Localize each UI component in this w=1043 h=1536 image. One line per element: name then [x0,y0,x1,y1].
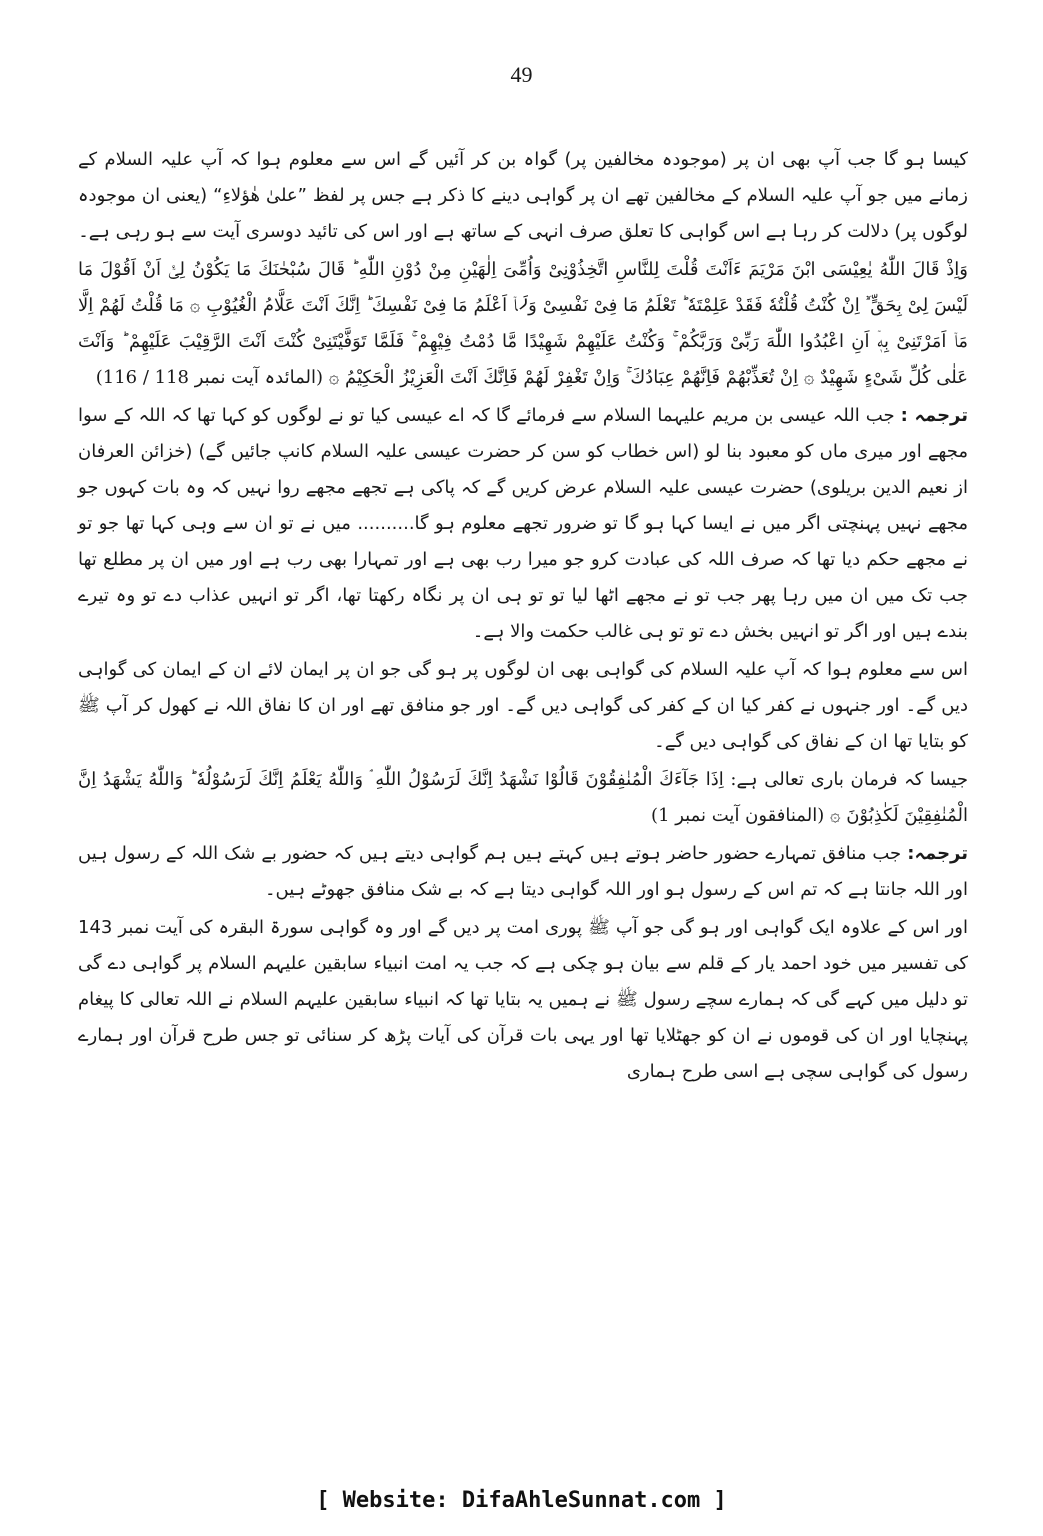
translation-label: ترجمہ : [900,405,969,426]
paragraph-ummah-testimony: اور اس کے علاوہ ایک گواہی اور ہو گی جو آپ ﷺ پوری امت پر دیں گے اور وہ گواہی سورۃ البقرہ کی آیت نمبر 143 کی تفسیر میں خود احمد یار کے قلم سے بیان ہو چکی ہے کہ جب یہ امت انبیاء سابقین علیہم السلام پر گواہی دے گی تو دلیل میں کہے گی کہ ہمارے سچے رسول ﷺ نے ہمیں یہ بتایا تھا کہ انبیاء سابقین علیہم السلام نے اللہ تعالی کا پیغام پہنچایا اور ان کی قوموں نے ان کو جھٹلایا تھا اور یہی بات قرآن کی آیات پڑھ کر سنائی تو جس طرح قرآن اور ہمارے رسول کی گواہی سچی ہے اسی طرح ہماری [78,917,968,1082]
translation-maidah [78,398,968,650]
translation-label: ترجمہ: [907,843,968,864]
page-number: 49 [510,62,533,87]
paragraph-testimony: اس سے معلوم ہوا کہ آپ علیہ السلام کی گواہی بھی ان لوگوں پر ہو گی جو ان پر ایمان لائے ان کے ایمان کی گواہی دیں گے۔ اور جنہوں نے کفر کیا ان کے کفر کی گواہی دیں گے۔ اور جو منافق تھے اور ان کا نفاق اللہ نے کھول کر آپ ﷺ کو بتایا تھا ان کے نفاق کی گواہی دیں گے۔ [78,659,968,752]
body-text [78,142,968,1092]
paragraph-intro: کیسا ہو گا جب آپ بھی ان پر (موجودہ مخالفین پر) گواہ بن کر آئیں گے اس سے معلوم ہوا کہ آپ علیہ السلام کے زمانے میں جو آپ علیہ السلام کے مخالفین تھے ان پر گواہی دینے کا ذکر ہے جس پر لفظ ”علیٰ ھٰؤلاءِ“ (یعنی ان موجودہ لوگوں پر) دلالت کر رہا ہے اس گواہی کا تعلق صرف انہی کے ساتھ ہے اور اس کی تائید دوسری آیت سے ہو رہی ہے۔ [78,149,968,242]
quran-verse-maidah: وَاِذْ قَالَ اللّٰهُ یٰعِیْسَى ابْنَ مَرْیَمَ ءَاَنْتَ قُلْتَ لِلنَّاسِ اتَّخِذُوْنِیْ وَاُمِّیَ اِلٰهَیْنِ مِنْ دُوْنِ اللّٰهِ ؕ قَالَ سُبْحٰنَكَ مَا یَكُوْنُ لِیْۤ اَنْ اَقُوْلَ مَا لَیْسَ لِیْ بِحَقٍّ ؔؕ اِنْ كُنْتُ قُلْتُهٗ فَقَدْ عَلِمْتَهٗ ؕ تَعْلَمُ مَا فِیْ نَفْسِیْ وَلَاۤ اَعْلَمُ مَا فِیْ نَفْسِكَ ؕ اِنَّكَ اَنْتَ عَلَّامُ الْغُیُوْبِ ۞ مَا قُلْتُ لَهُمْ اِلَّا مَاۤ اَمَرْتَنِیْ بِهٖۤ اَنِ اعْبُدُوا اللّٰهَ رَبِّیْ وَرَبَّكُمْ ۚ وَكُنْتُ عَلَیْهِمْ شَهِیْدًا مَّا دُمْتُ فِیْهِمْ ۚ فَلَمَّا تَوَفَّیْتَنِیْ كُنْتَ اَنْتَ الرَّقِیْبَ عَلَیْهِمْ ؕ وَاَنْتَ عَلٰى كُلِّ شَیْءٍ شَهِیْدٌ ۞ اِنْ تُعَذِّبْهُمْ فَاِنَّهُمْ عِبَادُكَ ۚ وَاِنْ تَغْفِرْ لَهُمْ فَاِنَّكَ اَنْتَ الْعَزِیْزُ الْحَكِیْمُ ۞ (المائدہ آیت نمبر 118 / 116) [78,259,968,388]
translation-text: جب اللہ عیسی بن مریم علیہما السلام سے فرمائے گا کہ اے عیسی کیا تو نے لوگوں کو کہا تھا کہ اللہ کے سوا مجھے اور میری ماں کو معبود بنا لو (اس خطاب کو سن کر حضرت عیسی علیہ السلام کانپ جائیں گے) (خزائن العرفان از نعیم الدین بریلوی) حضرت عیسی علیہ السلام عرض کریں گے کہ پاکی ہے تجھے مجھے روا نہیں کہ وہ بات کہوں جو مجھے نہیں پہنچتی اگر میں نے ایسا کہا ہو گا تو ضرور تجھے معلوم ہو گا.......... میں نے تو ان سے وہی کہا تھا جو تو نے مجھے حکم دیا تھا کہ صرف اللہ کی عبادت کرو جو میرا رب بھی ہے اور تمہارا بھی رب ہے اور میں ان پر مطلع تھا جب تک میں ان میں رہا پھر جب تو نے مجھے اٹھا لیا تو تو ہی ان پر نگاہ رکھتا تھا، اگر تو انہیں عذاب دے تو وہ تیرے بندے ہیں اور اگر تو انہیں بخش دے تو تو ہی غالب حکمت والا ہے۔ [78,405,968,642]
quran-verse-munafiqun: جیسا کہ فرمان باری تعالی ہے: اِذَا جَآءَكَ الْمُنٰفِقُوْنَ قَالُوْا نَشْهَدُ اِنَّكَ لَرَسُوْلُ اللّٰهِ ۘ وَاللّٰهُ یَعْلَمُ اِنَّكَ لَرَسُوْلُهٗ ؕ وَاللّٰهُ یَشْهَدُ اِنَّ الْمُنٰفِقِیْنَ لَكٰذِبُوْنَ ۞ (المنافقون آیت نمبر 1) [78,769,968,826]
translation-munafiqun [78,836,968,908]
translation-text: جب منافق تمہارے حضور حاضر ہوتے ہیں کہتے ہیں ہم گواہی دیتے ہیں کہ حضور بے شک اللہ کے رسول ہیں اور اللہ جانتا ہے کہ تم اس کے رسول ہو اور اللہ گواہی دیتا ہے کہ بے شک منافق جھوٹے ہیں۔ [78,843,968,900]
website-footer: [ Website: DifaAhleSunnat.com ] [316,1488,727,1513]
